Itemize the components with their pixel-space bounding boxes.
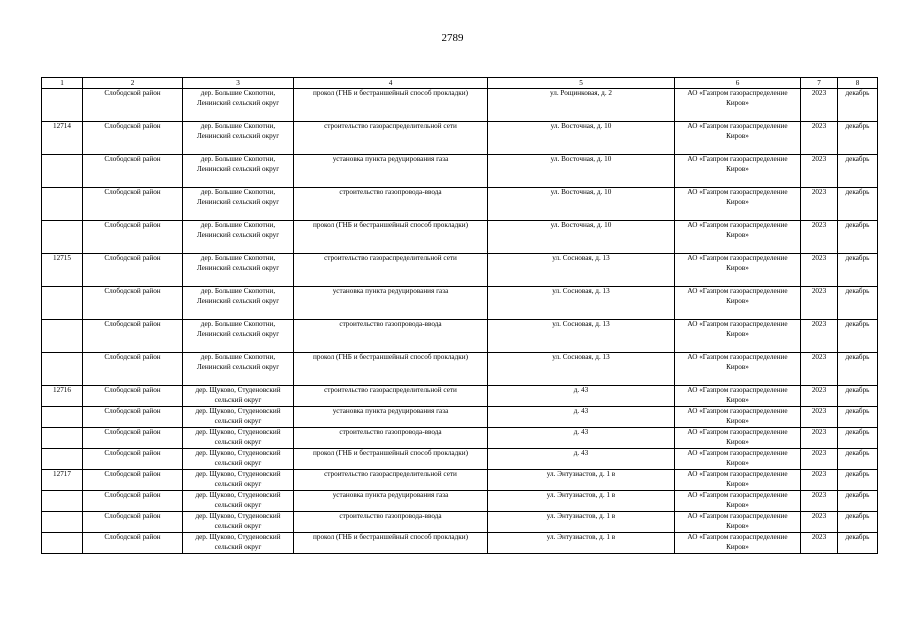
cell-work-type: прокол (ГНБ и бестраншейный способ прокладки) (294, 533, 488, 554)
cell-year: 2023 (801, 449, 838, 470)
cell-address: ул. Восточная, д. 10 (488, 122, 675, 155)
cell-month: декабрь (838, 449, 878, 470)
cell-year: 2023 (801, 407, 838, 428)
table-row (42, 287, 878, 320)
cell-organization: АО «Газпром газораспределение Киров» (675, 491, 801, 512)
cell-month: декабрь (838, 221, 878, 254)
cell-address: ул. Рощинковая, д. 2 (488, 89, 675, 122)
cell-organization: АО «Газпром газораспределение Киров» (675, 287, 801, 320)
cell-month: декабрь (838, 89, 878, 122)
cell-settlement: дер. Щуково, Студеновский сельский округ (183, 491, 294, 512)
column-header: 2 (83, 78, 183, 89)
cell-settlement: дер. Большие Скопотни, Ленинский сельский округ (183, 221, 294, 254)
cell-month: декабрь (838, 155, 878, 188)
cell-object-number (42, 428, 83, 449)
cell-year: 2023 (801, 122, 838, 155)
cell-object-number (42, 407, 83, 428)
cell-district: Слободской район (83, 512, 183, 533)
table-row (42, 512, 878, 533)
cell-district: Слободской район (83, 122, 183, 155)
cell-month: декабрь (838, 353, 878, 386)
cell-settlement: дер. Щуково, Студеновский сельский округ (183, 449, 294, 470)
cell-object-number: 12715 (42, 254, 83, 287)
cell-address: ул. Энтузиастов, д. 1 в (488, 470, 675, 491)
cell-year: 2023 (801, 491, 838, 512)
cell-month: декабрь (838, 470, 878, 491)
cell-work-type: строительство газораспределительной сети (294, 254, 488, 287)
cell-organization: АО «Газпром газораспределение Киров» (675, 449, 801, 470)
cell-settlement: дер. Щуково, Студеновский сельский округ (183, 407, 294, 428)
cell-organization: АО «Газпром газораспределение Киров» (675, 428, 801, 449)
cell-address: д. 43 (488, 386, 675, 407)
cell-object-number: 12716 (42, 386, 83, 407)
cell-district: Слободской район (83, 287, 183, 320)
cell-object-number (42, 188, 83, 221)
table-row (42, 155, 878, 188)
cell-address: ул. Энтузиастов, д. 1 в (488, 533, 675, 554)
cell-address: ул. Восточная, д. 10 (488, 221, 675, 254)
cell-work-type: установка пункта редуцирования газа (294, 407, 488, 428)
column-header: 7 (801, 78, 838, 89)
cell-object-number: 12717 (42, 470, 83, 491)
cell-organization: АО «Газпром газораспределение Киров» (675, 122, 801, 155)
cell-month: декабрь (838, 512, 878, 533)
column-header: 5 (488, 78, 675, 89)
cell-work-type: строительство газопровода-ввода (294, 512, 488, 533)
cell-year: 2023 (801, 287, 838, 320)
cell-address: д. 43 (488, 449, 675, 470)
cell-district: Слободской район (83, 89, 183, 122)
table-row (42, 428, 878, 449)
cell-settlement: дер. Большие Скопотни, Ленинский сельский округ (183, 89, 294, 122)
cell-settlement: дер. Большие Скопотни, Ленинский сельский округ (183, 353, 294, 386)
cell-object-number (42, 512, 83, 533)
cell-year: 2023 (801, 155, 838, 188)
cell-month: декабрь (838, 428, 878, 449)
table-row (42, 122, 878, 155)
cell-month: декабрь (838, 254, 878, 287)
table-row (42, 491, 878, 512)
column-header: 4 (294, 78, 488, 89)
table-row (42, 449, 878, 470)
cell-object-number (42, 221, 83, 254)
cell-object-number (42, 533, 83, 554)
cell-district: Слободской район (83, 533, 183, 554)
cell-work-type: установка пункта редуцирования газа (294, 287, 488, 320)
cell-year: 2023 (801, 89, 838, 122)
cell-year: 2023 (801, 428, 838, 449)
cell-object-number (42, 89, 83, 122)
cell-address: ул. Восточная, д. 10 (488, 188, 675, 221)
cell-month: декабрь (838, 320, 878, 353)
cell-settlement: дер. Щуково, Студеновский сельский округ (183, 512, 294, 533)
cell-settlement: дер. Щуково, Студеновский сельский округ (183, 386, 294, 407)
cell-organization: АО «Газпром газораспределение Киров» (675, 407, 801, 428)
cell-address: ул. Восточная, д. 10 (488, 155, 675, 188)
cell-organization: АО «Газпром газораспределение Киров» (675, 386, 801, 407)
cell-work-type: строительство газораспределительной сети (294, 386, 488, 407)
cell-object-number (42, 491, 83, 512)
cell-organization: АО «Газпром газораспределение Киров» (675, 512, 801, 533)
cell-month: декабрь (838, 386, 878, 407)
cell-work-type: прокол (ГНБ и бестраншейный способ прокладки) (294, 449, 488, 470)
cell-settlement: дер. Большие Скопотни, Ленинский сельский округ (183, 254, 294, 287)
cell-organization: АО «Газпром газораспределение Киров» (675, 221, 801, 254)
cell-object-number (42, 320, 83, 353)
cell-organization: АО «Газпром газораспределение Киров» (675, 89, 801, 122)
cell-work-type: прокол (ГНБ и бестраншейный способ прокладки) (294, 221, 488, 254)
cell-organization: АО «Газпром газораспределение Киров» (675, 254, 801, 287)
cell-month: декабрь (838, 491, 878, 512)
cell-month: декабрь (838, 533, 878, 554)
page-number: 2789 (441, 32, 464, 44)
table-row (42, 353, 878, 386)
cell-settlement: дер. Большие Скопотни, Ленинский сельский округ (183, 188, 294, 221)
cell-year: 2023 (801, 188, 838, 221)
cell-object-number (42, 155, 83, 188)
cell-address: ул. Сосновая, д. 13 (488, 254, 675, 287)
cell-district: Слободской район (83, 221, 183, 254)
cell-address: ул. Сосновая, д. 13 (488, 320, 675, 353)
cell-settlement: дер. Большие Скопотни, Ленинский сельский округ (183, 122, 294, 155)
cell-year: 2023 (801, 353, 838, 386)
cell-work-type: прокол (ГНБ и бестраншейный способ прокладки) (294, 353, 488, 386)
table-body (42, 89, 878, 554)
cell-work-type: строительство газопровода-ввода (294, 188, 488, 221)
column-header: 8 (838, 78, 878, 89)
cell-district: Слободской район (83, 449, 183, 470)
cell-district: Слободской район (83, 386, 183, 407)
cell-organization: АО «Газпром газораспределение Киров» (675, 155, 801, 188)
cell-settlement: дер. Большие Скопотни, Ленинский сельский округ (183, 155, 294, 188)
cell-organization: АО «Газпром газораспределение Киров» (675, 533, 801, 554)
cell-month: декабрь (838, 287, 878, 320)
cell-district: Слободской район (83, 188, 183, 221)
cell-settlement: дер. Щуково, Студеновский сельский округ (183, 428, 294, 449)
cell-district: Слободской район (83, 491, 183, 512)
cell-work-type: строительство газораспределительной сети (294, 122, 488, 155)
cell-district: Слободской район (83, 470, 183, 491)
cell-settlement: дер. Большие Скопотни, Ленинский сельский округ (183, 287, 294, 320)
cell-address: ул. Сосновая, д. 13 (488, 287, 675, 320)
cell-year: 2023 (801, 254, 838, 287)
cell-month: декабрь (838, 188, 878, 221)
cell-district: Слободской район (83, 428, 183, 449)
cell-work-type: строительство газораспределительной сети (294, 470, 488, 491)
table-row (42, 188, 878, 221)
cell-year: 2023 (801, 386, 838, 407)
cell-district: Слободской район (83, 320, 183, 353)
cell-object-number: 12714 (42, 122, 83, 155)
table-row (42, 386, 878, 407)
cell-work-type: прокол (ГНБ и бестраншейный способ прокладки) (294, 89, 488, 122)
table-row (42, 533, 878, 554)
table-row (42, 407, 878, 428)
cell-object-number (42, 449, 83, 470)
cell-month: декабрь (838, 122, 878, 155)
cell-organization: АО «Газпром газораспределение Киров» (675, 188, 801, 221)
cell-object-number (42, 353, 83, 386)
column-header: 6 (675, 78, 801, 89)
cell-year: 2023 (801, 512, 838, 533)
column-header: 3 (183, 78, 294, 89)
column-header: 1 (42, 78, 83, 89)
cell-address: д. 43 (488, 407, 675, 428)
cell-work-type: строительство газопровода-ввода (294, 320, 488, 353)
cell-district: Слободской район (83, 155, 183, 188)
cell-district: Слободской район (83, 353, 183, 386)
cell-district: Слободской район (83, 254, 183, 287)
cell-year: 2023 (801, 320, 838, 353)
cell-year: 2023 (801, 221, 838, 254)
cell-district: Слободской район (83, 407, 183, 428)
cell-organization: АО «Газпром газораспределение Киров» (675, 470, 801, 491)
cell-year: 2023 (801, 470, 838, 491)
cell-settlement: дер. Щуково, Студеновский сельский округ (183, 533, 294, 554)
table-row (42, 221, 878, 254)
cell-organization: АО «Газпром газораспределение Киров» (675, 320, 801, 353)
cell-address: д. 43 (488, 428, 675, 449)
cell-settlement: дер. Большие Скопотни, Ленинский сельский округ (183, 320, 294, 353)
cell-organization: АО «Газпром газораспределение Киров» (675, 353, 801, 386)
cell-work-type: установка пункта редуцирования газа (294, 491, 488, 512)
cell-work-type: строительство газопровода-ввода (294, 428, 488, 449)
table-row (42, 470, 878, 491)
cell-work-type: установка пункта редуцирования газа (294, 155, 488, 188)
cell-settlement: дер. Щуково, Студеновский сельский округ (183, 470, 294, 491)
table-row (42, 320, 878, 353)
cell-month: декабрь (838, 407, 878, 428)
gasification-table (41, 77, 878, 554)
cell-year: 2023 (801, 533, 838, 554)
cell-address: ул. Энтузиастов, д. 1 в (488, 491, 675, 512)
cell-object-number (42, 287, 83, 320)
table-row (42, 89, 878, 122)
table-row (42, 254, 878, 287)
cell-address: ул. Энтузиастов, д. 1 в (488, 512, 675, 533)
cell-address: ул. Сосновая, д. 13 (488, 353, 675, 386)
header-row (42, 78, 878, 89)
